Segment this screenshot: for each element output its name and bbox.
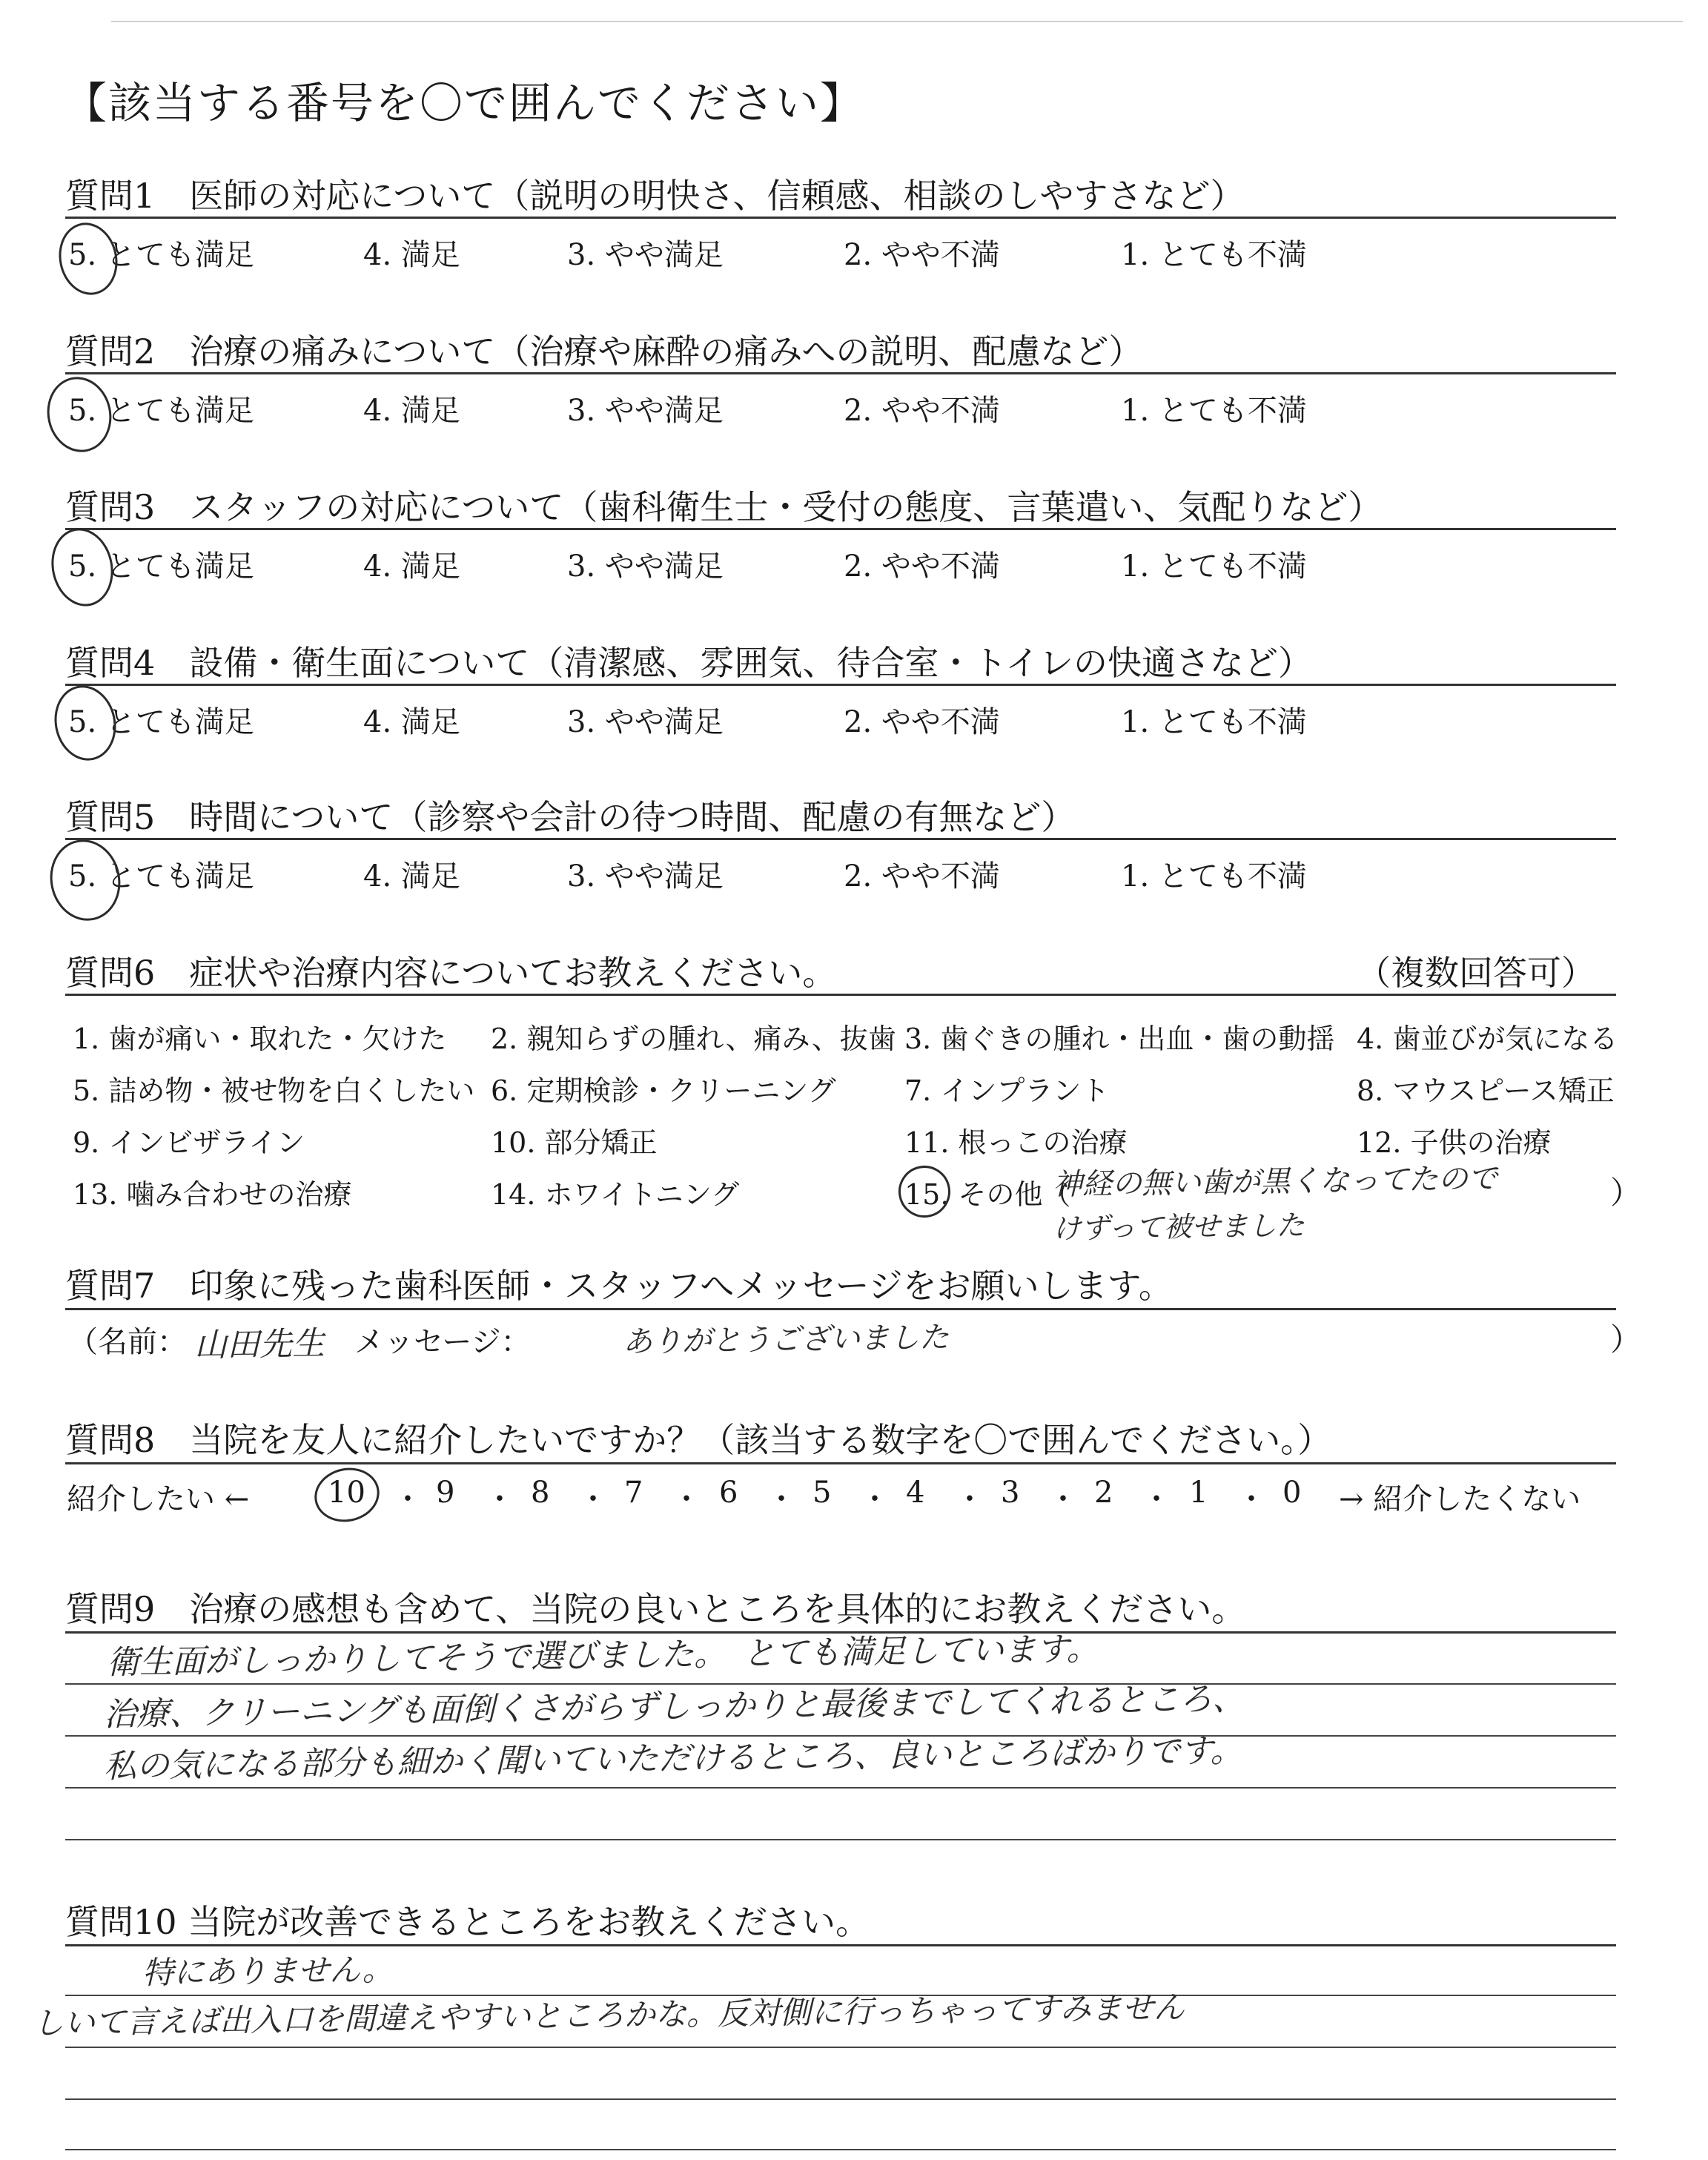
q2-selection-circle [40, 371, 118, 458]
q6-option-7[interactable]: 7. インプラント [904, 1074, 1110, 1107]
q6-other-close: ） [1610, 1175, 1642, 1211]
q6-option-14[interactable]: 14. ホワイトニング [491, 1178, 740, 1211]
q6-other-text-line2: けずって被せました [1052, 1209, 1305, 1245]
q7-title: 質問7 印象に残った歯科医師・スタッフへメッセージをお願いします。 [65, 1266, 1173, 1306]
q3-option-1[interactable]: 1. とても不満 [1121, 549, 1307, 584]
q8-left-label: 紹介したい ← [67, 1482, 250, 1516]
q8-scale-dot: ・ [1237, 1482, 1266, 1516]
q5-option-4[interactable]: 4. 満足 [363, 859, 460, 894]
q2-option-3[interactable]: 3. やや満足 [567, 394, 724, 428]
q8-scale-5[interactable]: 5 [812, 1476, 832, 1510]
q3-option-3[interactable]: 3. やや満足 [567, 549, 724, 584]
q4-rule [65, 684, 1616, 686]
q7-rule [65, 1308, 1616, 1310]
q8-scale-dot: ・ [1048, 1482, 1078, 1516]
q6-option-10[interactable]: 10. 部分矯正 [491, 1126, 658, 1159]
q7-close: ） [1610, 1321, 1642, 1358]
q1-option-2[interactable]: 2. やや不満 [844, 238, 1000, 272]
q7-name-value[interactable]: 山田先生 [193, 1324, 325, 1364]
q8-scale-4[interactable]: 4 [906, 1476, 925, 1510]
q6-note: （複数回答可） [1357, 953, 1595, 993]
q10-line-4 [65, 2149, 1616, 2150]
scan-top-edge [111, 21, 1683, 22]
q4-option-3[interactable]: 3. やや満足 [567, 705, 724, 739]
q9-answer-line1: 衛生面がしっかりしてそうで選びました。 とても満足しています。 [106, 1630, 1099, 1682]
q8-scale-9[interactable]: 9 [436, 1476, 455, 1510]
q3-option-2[interactable]: 2. やや不満 [844, 549, 1000, 584]
q5-option-1[interactable]: 1. とても不満 [1121, 859, 1307, 894]
q10-line-2 [65, 2047, 1616, 2048]
q3-option-4[interactable]: 4. 満足 [363, 549, 460, 584]
q8-scale-6[interactable]: 6 [719, 1476, 738, 1510]
q1-option-4[interactable]: 4. 満足 [363, 238, 460, 272]
q6-option-13[interactable]: 13. 噛み合わせの治療 [73, 1178, 352, 1211]
q10-answer-line2: しいて言えば出入口を間違えやすいところかな。反対側に行っちゃってすみません [32, 1989, 1185, 2041]
q2-title: 質問2 治療の痛みについて（治療や麻酔の痛みへの説明、配慮など） [65, 331, 1143, 371]
q8-scale-dot: ・ [1142, 1482, 1171, 1516]
q2-rule [65, 372, 1616, 374]
q8-scale-dot: ・ [767, 1482, 796, 1516]
q9-line-3 [65, 1787, 1616, 1789]
q8-scale-dot: ・ [672, 1482, 701, 1516]
q5-title: 質問5 時間について（診察や会計の待つ時間、配慮の有無など） [65, 797, 1076, 837]
q8-scale-dot: ・ [393, 1482, 423, 1516]
q4-option-2[interactable]: 2. やや不満 [844, 705, 1000, 739]
q6-option-6[interactable]: 6. 定期検診・クリーニング [491, 1074, 836, 1107]
q8-scale-2[interactable]: 2 [1094, 1476, 1113, 1510]
q10-answer-line1: 特にありません。 [142, 1951, 394, 1991]
q5-option-5[interactable]: 5. とても満足 [68, 859, 254, 894]
q6-option-9[interactable]: 9. インビザライン [73, 1126, 305, 1159]
q6-option-3[interactable]: 3. 歯ぐきの腫れ・出血・歯の動揺 [904, 1023, 1335, 1055]
q3-selection-circle [44, 523, 120, 612]
q7-message-label: メッセージ： [354, 1325, 531, 1359]
q8-scale-7[interactable]: 7 [624, 1476, 643, 1510]
page-title: 【該当する番号を〇で囲んでください】 [64, 78, 865, 128]
q6-option-15[interactable]: 15. その他（ [904, 1178, 1071, 1211]
q6-rule [65, 994, 1616, 996]
q6-option-2[interactable]: 2. 親知らずの腫れ、痛み、抜歯 [491, 1023, 896, 1055]
q6-option-11[interactable]: 11. 根っこの治療 [904, 1126, 1128, 1159]
q10-line-3 [65, 2098, 1616, 2100]
q8-scale-0[interactable]: 0 [1282, 1476, 1302, 1510]
q8-scale-dot: ・ [955, 1482, 984, 1516]
q4-option-5[interactable]: 5. とても満足 [68, 705, 254, 739]
q8-scale-10[interactable]: 10 [328, 1476, 365, 1510]
q8-scale-8[interactable]: 8 [531, 1476, 550, 1510]
q9-answer-line3: 私の気になる部分も細かく聞いていただけるところ、良いところばかりです。 [103, 1731, 1243, 1786]
q2-option-5[interactable]: 5. とても満足 [68, 394, 254, 428]
q1-option-1[interactable]: 1. とても不満 [1121, 238, 1307, 272]
q6-option-4[interactable]: 4. 歯並びが気になる [1357, 1023, 1618, 1055]
q7-message-value[interactable]: ありがとうございました [622, 1320, 950, 1359]
q5-option-2[interactable]: 2. やや不満 [844, 859, 1000, 894]
q2-option-1[interactable]: 1. とても不満 [1121, 394, 1307, 428]
q4-selection-circle [47, 680, 122, 767]
q8-scale-dot: ・ [860, 1482, 890, 1516]
q6-other-text-line1: 神経の無い歯が黒くなってたので [1052, 1161, 1498, 1202]
q1-title: 質問1 医師の対応について（説明の明快さ、信頼感、相談のしやすさなど） [65, 176, 1245, 216]
q6-selection-circle [893, 1160, 955, 1222]
q8-selection-circle [309, 1462, 384, 1528]
q9-answer-line2: 治療、クリーニングも面倒くさがらずしっかりと最後までしてくれるところ、 [103, 1680, 1245, 1734]
q8-scale-dot: ・ [485, 1482, 514, 1516]
q8-title: 質問8 当院を友人に紹介したいですか？（該当する数字を〇で囲んでください。） [65, 1420, 1332, 1460]
q5-selection-circle [43, 833, 128, 927]
q4-option-4[interactable]: 4. 満足 [363, 705, 460, 739]
q6-option-5[interactable]: 5. 詰め物・被せ物を白くしたい [73, 1074, 475, 1107]
q1-option-5[interactable]: 5. とても満足 [68, 238, 254, 272]
q3-title: 質問3 スタッフの対応について（歯科衛生士・受付の態度、言葉遣い、気配りなど） [65, 487, 1383, 527]
q8-right-label: → 紹介したくない [1339, 1482, 1581, 1516]
q3-rule [65, 528, 1616, 530]
q9-line-4 [65, 1839, 1616, 1840]
q4-title: 質問4 設備・衛生面について（清潔感、雰囲気、待合室・トイレの快適さなど） [65, 643, 1313, 683]
q1-rule [65, 217, 1616, 219]
q6-option-8[interactable]: 8. マウスピース矯正 [1357, 1074, 1615, 1107]
q8-scale-1[interactable]: 1 [1189, 1476, 1208, 1510]
q10-title: 質問10 当院が改善できるところをお教えください。 [65, 1902, 870, 1942]
q6-option-12[interactable]: 12. 子供の治療 [1357, 1126, 1552, 1159]
q6-option-1[interactable]: 1. 歯が痛い・取れた・欠けた [73, 1023, 447, 1055]
q5-rule [65, 838, 1616, 840]
q1-option-3[interactable]: 3. やや満足 [567, 238, 724, 272]
q7-name-label: （名前： [68, 1325, 187, 1359]
q8-scale-3[interactable]: 3 [1001, 1476, 1020, 1510]
q5-option-3[interactable]: 3. やや満足 [567, 859, 724, 894]
q8-scale-dot: ・ [578, 1482, 608, 1516]
q1-selection-circle [53, 217, 125, 300]
q6-title: 質問6 症状や治療内容についてお教えください。 [65, 953, 837, 993]
q9-title: 質問9 治療の感想も含めて、当院の良いところを具体的にお教えください。 [65, 1589, 1246, 1629]
q8-rule [65, 1462, 1616, 1464]
q4-option-1[interactable]: 1. とても不満 [1121, 705, 1307, 739]
q3-option-5[interactable]: 5. とても満足 [68, 549, 254, 584]
q2-option-2[interactable]: 2. やや不満 [844, 394, 1000, 428]
q2-option-4[interactable]: 4. 満足 [363, 394, 460, 428]
